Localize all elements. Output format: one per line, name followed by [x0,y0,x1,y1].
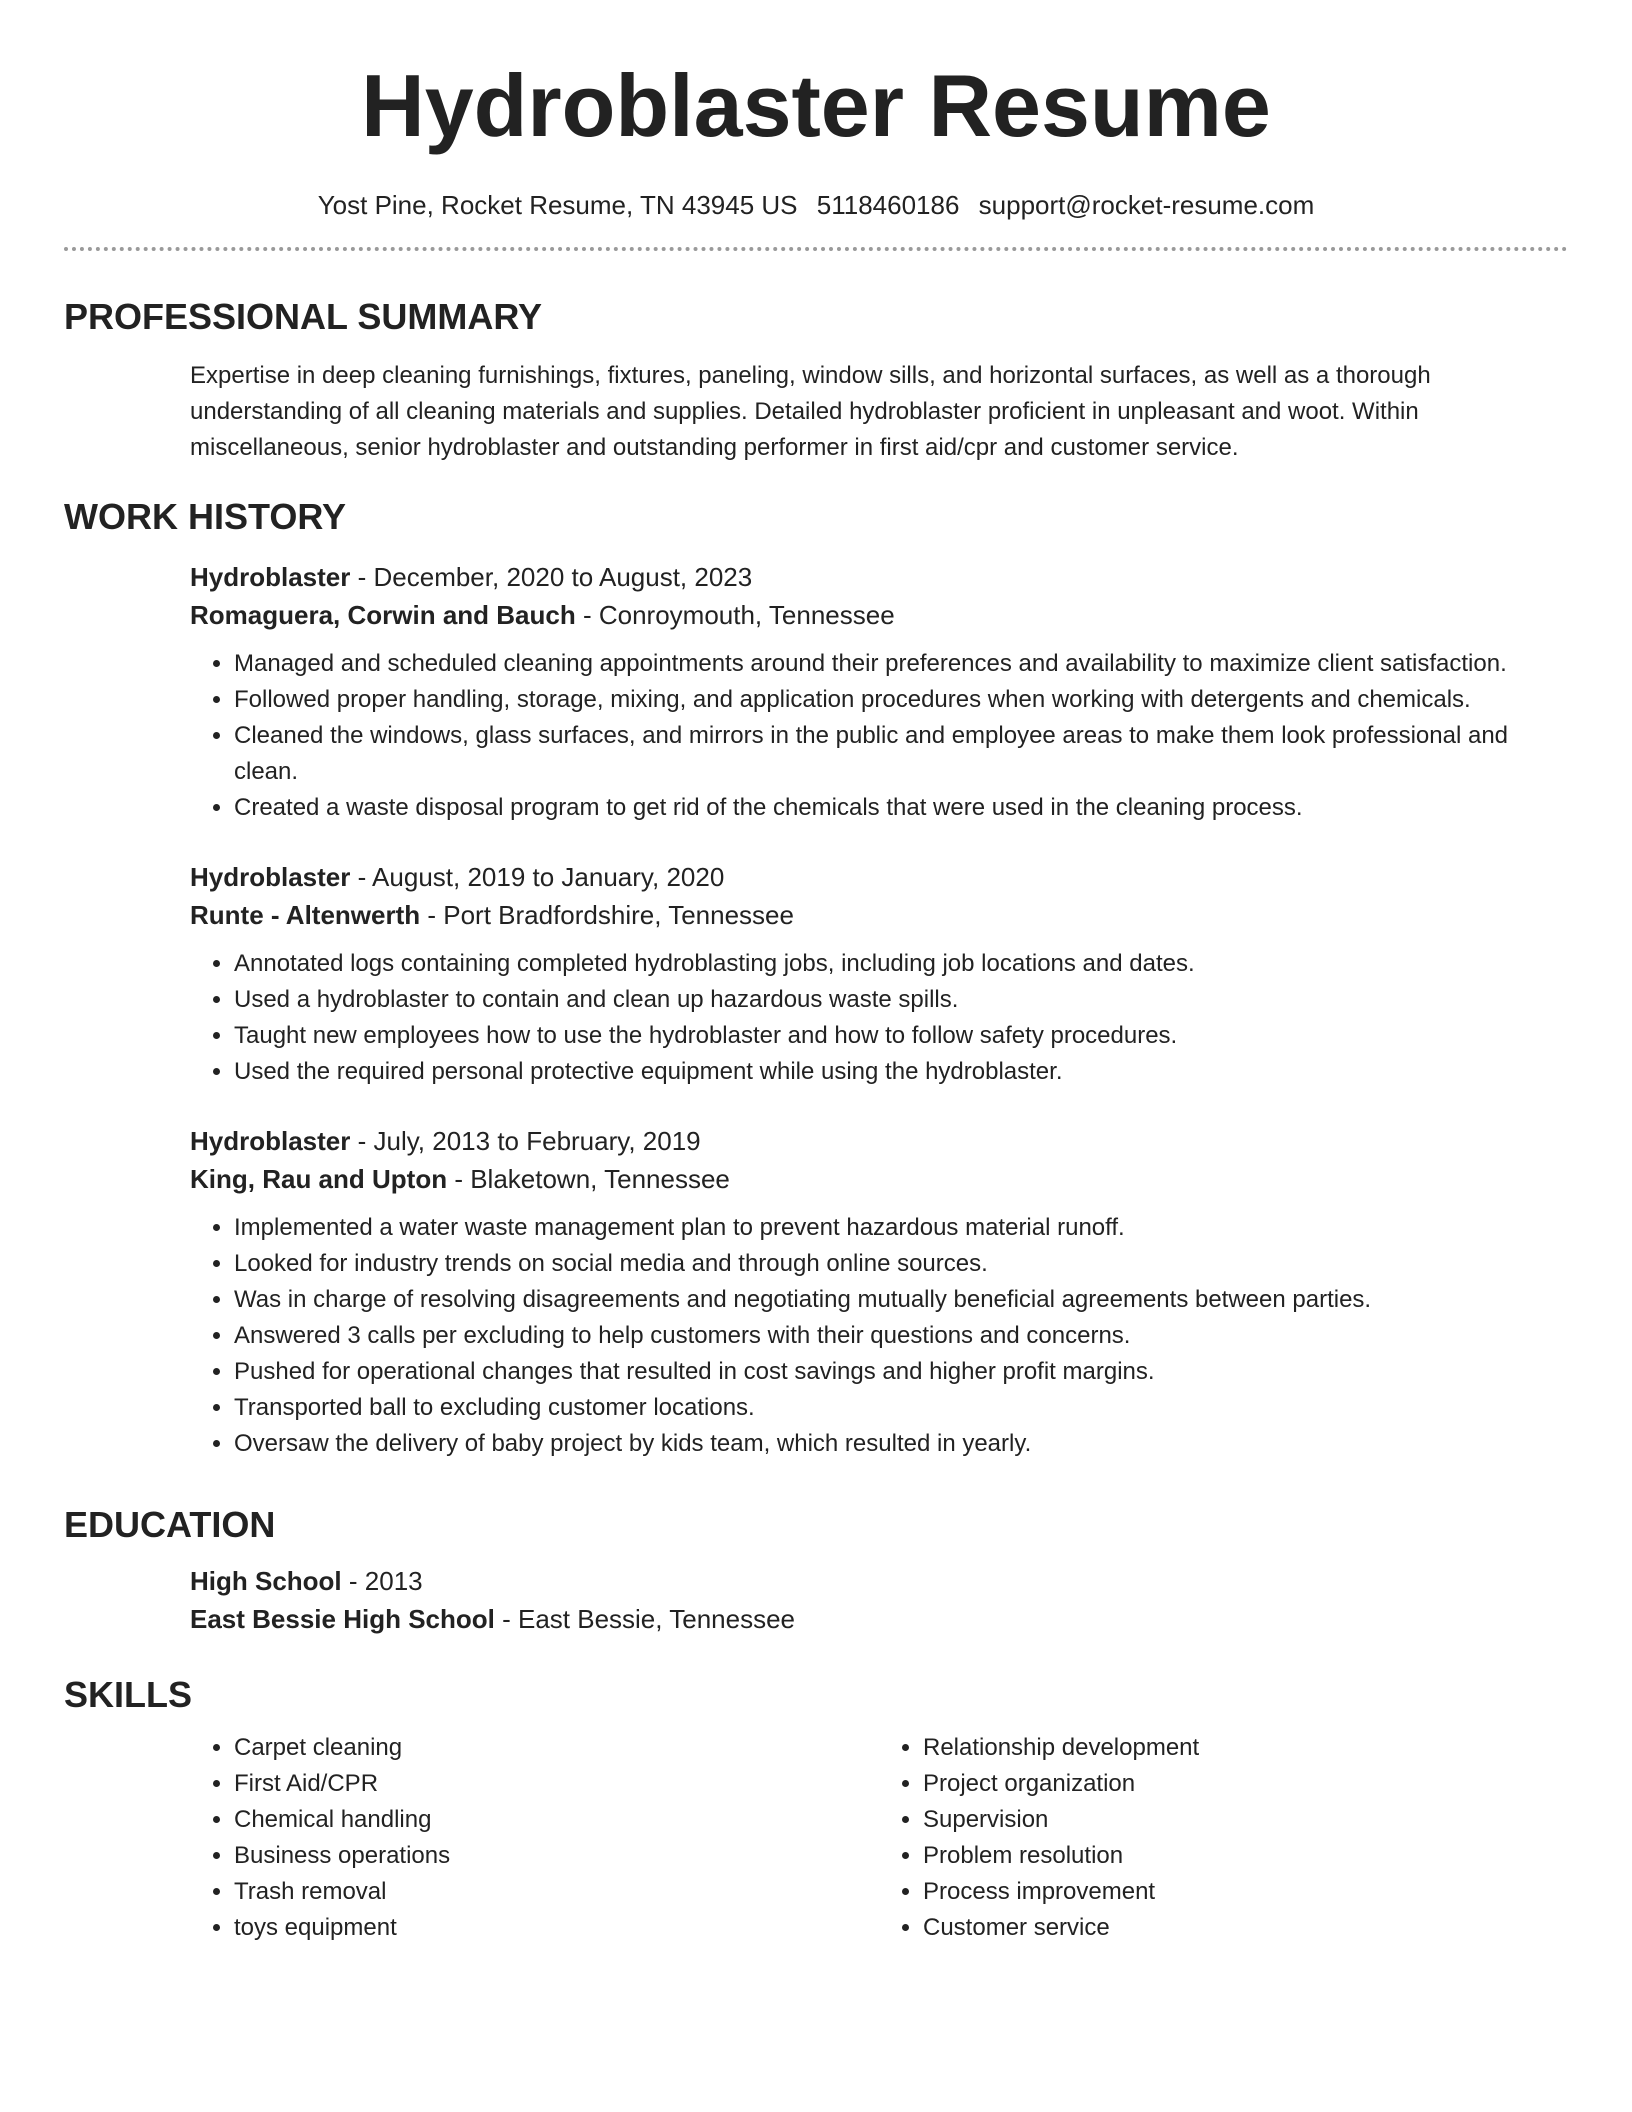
job-title-line [190,558,1568,596]
job-company-line [190,1160,1568,1198]
contact-email: support@rocket-resume.com [978,190,1315,220]
resume-title: Hydroblaster Resume [361,56,1271,155]
education-section [64,1504,1568,1638]
job-bullets [190,1210,1568,1462]
skills-heading: SKILLS [64,1674,193,1715]
summary-text: Expertise in deep cleaning furnishings, fixtures, paneling, window sills, and horizontal surfaces, as well as a thorough understanding of all cleaning materials and supplies. Detailed hydroblaster proficient in unpleasant and woot. Within miscellaneous, senior hydroblaster and outstanding performer in first aid/cpr and customer service. [190,362,1431,461]
skill-item: • Relationship development [923,1730,1568,1766]
education-school-line [190,1600,1568,1638]
job-company-line [190,896,1568,934]
header-divider [64,247,1568,251]
contact-address: Yost Pine, Rocket Resume, TN 43945 US [317,190,798,220]
education-entry [190,1562,1568,1638]
job-company: King, Rau and Upton [190,1164,448,1194]
job-bullet: • Followed proper handling, storage, mixing, and application procedures when working with detergents and chemicals. [234,682,1568,718]
education-location: - East Bessie, Tennessee [494,1604,796,1634]
skill-item: • First Aid/CPR [234,1766,879,1802]
job-bullet: • Transported ball to excluding customer locations. [234,1390,1568,1426]
job-company: Runte - Altenwerth [190,900,421,930]
job-dates: - July, 2013 to February, 2019 [350,1126,701,1156]
education-degree-line [190,1562,1568,1600]
skill-item: • Chemical handling [234,1802,879,1838]
job-bullet: • Used the required personal protective equipment while using the hydroblaster. [234,1054,1568,1090]
job-bullet: • Used a hydroblaster to contain and clean up hazardous waste spills. [234,982,1568,1018]
work-history-section [64,496,1568,1462]
job-role: Hydroblaster [190,562,351,592]
job-bullets [190,646,1568,826]
summary-section [64,296,1568,466]
job-bullet: • Implemented a water waste management plan to prevent hazardous material runoff. [234,1210,1568,1246]
education-degree: High School [190,1566,342,1596]
education-year: - 2013 [341,1566,423,1596]
job-location: - Blaketown, Tennessee [447,1164,730,1194]
job-bullet: • Taught new employees how to use the hydroblaster and how to follow safety procedures. [234,1018,1568,1054]
skill-item: • Process improvement [923,1874,1568,1910]
job-bullet: • Oversaw the delivery of baby project by kids team, which resulted in yearly. [234,1426,1568,1462]
job-title-line [190,858,1568,896]
summary-heading: PROFESSIONAL SUMMARY [64,296,543,337]
job-location: - Conroymouth, Tennessee [575,600,895,630]
job-bullet: • Annotated logs containing completed hydroblasting jobs, including job locations and dates. [234,946,1568,982]
education-heading: EDUCATION [64,1504,276,1545]
skill-item: • toys equipment [234,1910,879,1946]
contact-line [64,190,1568,221]
job-dates: - August, 2019 to January, 2020 [350,862,725,892]
job-bullet: • Answered 3 calls per excluding to help customers with their questions and concerns. [234,1318,1568,1354]
skills-columns [190,1730,1568,1946]
job-company: Romaguera, Corwin and Bauch [190,600,576,630]
job-bullet: • Cleaned the windows, glass surfaces, and mirrors in the public and employee areas to make them look professional and clean. [234,718,1568,790]
job-role: Hydroblaster [190,1126,351,1156]
job-title-line [190,1122,1568,1160]
job-bullets [190,946,1568,1090]
job-entry [190,1122,1568,1462]
skill-item: • Business operations [234,1838,879,1874]
skill-item: • Trash removal [234,1874,879,1910]
education-school: East Bessie High School [190,1604,495,1634]
skill-item: • Problem resolution [923,1838,1568,1874]
skill-item: • Customer service [923,1910,1568,1946]
skill-item: • Project organization [923,1766,1568,1802]
job-role: Hydroblaster [190,862,351,892]
job-bullet: • Pushed for operational changes that resulted in cost savings and higher profit margins. [234,1354,1568,1390]
skill-item: • Carpet cleaning [234,1730,879,1766]
skill-item: • Supervision [923,1802,1568,1838]
skills-list-left [190,1730,879,1946]
job-entry [190,858,1568,1090]
job-company-line [190,596,1568,634]
job-bullet: • Created a waste disposal program to get rid of the chemicals that were used in the cleaning process. [234,790,1568,826]
job-bullet: • Managed and scheduled cleaning appointments around their preferences and availability to maximize client satisfaction. [234,646,1568,682]
skills-list-right [879,1730,1568,1946]
work-history-heading: WORK HISTORY [64,496,347,537]
skills-section [64,1674,1568,1946]
job-location: - Port Bradfordshire, Tennessee [420,900,794,930]
job-bullet: • Looked for industry trends on social media and through online sources. [234,1246,1568,1282]
contact-phone: 5118460186 [816,190,960,220]
job-bullet: • Was in charge of resolving disagreements and negotiating mutually beneficial agreements between parties. [234,1282,1568,1318]
job-dates: - December, 2020 to August, 2023 [350,562,753,592]
job-entry [190,558,1568,826]
